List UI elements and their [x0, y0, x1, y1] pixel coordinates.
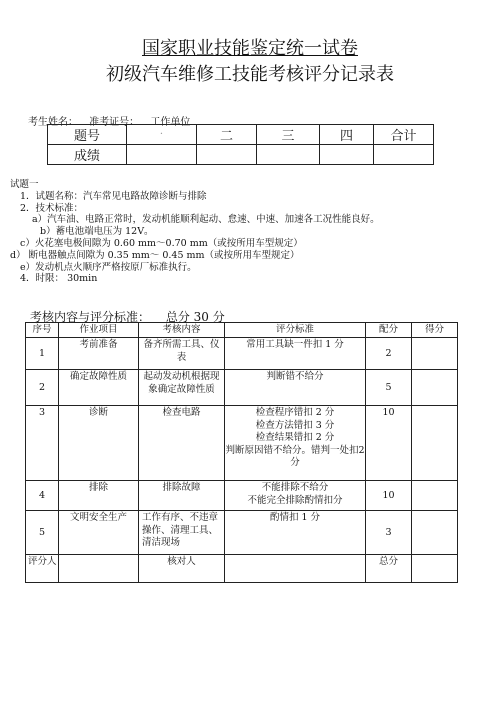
standard-line: 不能完全排除酌情扣分 [247, 494, 343, 506]
standard-line: 判断原因错不给分。错判一处扣2分 [225, 444, 365, 468]
row-item: 排除 [59, 481, 139, 511]
row-item: 文明安全生产 [59, 511, 139, 555]
exam-section [10, 179, 490, 285]
score-header-cell: 题号 [48, 125, 127, 145]
exam-line: c）火花塞电极间隙为 0.60 mm～0.70 mm（或按所用车型规定） [20, 237, 303, 249]
row-number: 5 [26, 511, 59, 555]
score-cell[interactable] [257, 145, 320, 165]
standard-line: 检查程序错扣 2 分 [255, 407, 335, 418]
row-content: 备齐所需工具、仪表 [139, 338, 225, 370]
grading-header-cell: 序号 [26, 323, 59, 338]
row-content: 排除故障 [139, 481, 225, 511]
row-number: 1 [26, 338, 59, 370]
exam-line: 2．技术标准： [20, 202, 84, 214]
row-points: 3 [366, 511, 412, 555]
grader-signature[interactable] [59, 555, 139, 583]
row-item: 考前准备 [59, 338, 139, 370]
form-title: 初级汽车维修工技能考核评分记录表 [106, 64, 394, 85]
checker-signature[interactable] [225, 555, 366, 583]
score-table [47, 124, 434, 165]
candidate-id-label: 准考证号： [89, 117, 140, 128]
candidate-name-label: 考生姓名： [28, 117, 78, 128]
row-number: 3 [26, 406, 59, 481]
score-value-row [48, 145, 434, 165]
grading-header-cell: 考核内容 [139, 323, 225, 338]
row-points: 5 [366, 370, 412, 406]
table-row [26, 406, 458, 481]
grading-title-label: 考核内容与评分标准： [30, 310, 151, 324]
section-title: 试题一 [10, 179, 39, 190]
grading-total: 总分 30 分 [165, 310, 225, 324]
grading-header-cell: 评分标准 [225, 323, 366, 338]
checker-label: 核对人 [139, 555, 225, 583]
row-content: 检查电路 [139, 406, 225, 481]
table-row [26, 481, 458, 511]
row-content: 工作有序、不违章操作、清理工具、清洁现场 [139, 511, 225, 555]
standard-line: 检查方法错扣 3 分 [255, 419, 335, 431]
score-header-cell: 二 [197, 125, 257, 145]
row-points: 2 [366, 338, 412, 370]
exam-line: e）发动机点火顺序严格按原厂标准执行。 [20, 261, 197, 273]
grading-header-row [26, 323, 458, 338]
row-score[interactable] [412, 406, 458, 481]
row-points: 10 [366, 406, 412, 481]
score-cell[interactable] [374, 145, 434, 165]
exam-line: 4．时限： 30min [20, 273, 98, 285]
row-score[interactable] [412, 481, 458, 511]
score-header-cell: · [127, 125, 197, 145]
row-standard [225, 481, 366, 511]
row-standard: 酌情扣 1 分 [225, 511, 366, 555]
score-header-cell: 三 [257, 125, 320, 145]
score-row-label: 成绩 [48, 145, 127, 165]
grading-header-cell: 得分 [412, 323, 458, 338]
table-row [26, 370, 458, 406]
exam-title: 国家职业技能鉴定统一试卷 [142, 38, 358, 59]
standard-line: 不能排除不给分 [261, 482, 329, 493]
row-score[interactable] [412, 370, 458, 406]
grader-label: 评分人 [26, 555, 59, 583]
score-cell[interactable] [320, 145, 374, 165]
total-score[interactable] [412, 555, 458, 583]
row-number: 4 [26, 481, 59, 511]
grading-footer-row [26, 555, 458, 583]
score-cell[interactable] [197, 145, 257, 165]
row-standard: 常用工具缺一件扣 1 分 [225, 338, 366, 370]
row-points: 10 [366, 481, 412, 511]
row-score[interactable] [412, 338, 458, 370]
row-content: 起动发动机根据现象确定故障性质 [139, 370, 225, 406]
total-label: 总分 [366, 555, 412, 583]
score-header-row [48, 125, 434, 145]
row-standard: 判断错不给分 [225, 370, 366, 406]
row-item: 诊断 [59, 406, 139, 481]
score-cell[interactable] [127, 145, 197, 165]
exam-line: b）蓄电池端电压为 12V。 [40, 226, 154, 238]
exam-line: a）汽车油、电路正常时，发动机能顺利起动、怠速、中速、加速各工况性能良好。 [32, 214, 380, 226]
grading-table [25, 322, 458, 583]
score-header-cell: 四 [320, 125, 374, 145]
standard-line: 检查结果错扣 2 分 [255, 432, 335, 443]
table-row [26, 511, 458, 555]
row-standard [225, 406, 366, 481]
exam-line: d） 断电器触点间隙为 0.35 mm～ 0.45 mm（或按所用车型规定） [10, 249, 300, 261]
row-number: 2 [26, 370, 59, 406]
table-row [26, 338, 458, 370]
grading-header-cell: 作业项目 [59, 323, 139, 338]
candidate-unit-label: 工作单位 [150, 117, 191, 128]
exam-line: 1．试题名称：汽车常见电路故障诊断与排除 [20, 190, 207, 202]
grading-header-cell: 配分 [366, 323, 412, 338]
row-item: 确定故障性质 [59, 370, 139, 406]
score-header-cell: 合计 [374, 125, 434, 145]
row-score[interactable] [412, 511, 458, 555]
